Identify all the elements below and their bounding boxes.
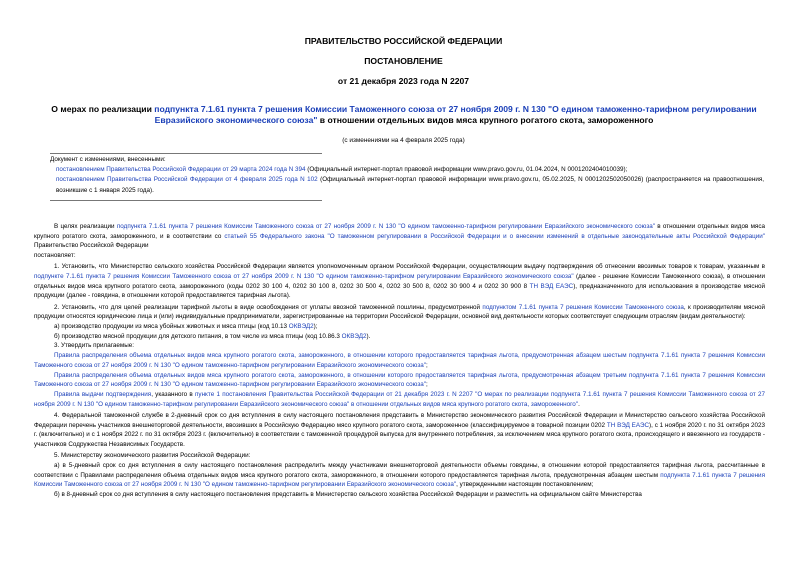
clause-4-tnved-link[interactable]: ТН ВЭД ЕАЭС bbox=[606, 421, 650, 429]
document-type-heading: ПОСТАНОВЛЕНИЕ bbox=[364, 56, 443, 66]
amendment-item-2 bbox=[50, 175, 764, 195]
text: 2. Установить, что для целей реализации тарифной льготы в виде освобождения от уплаты ввозной таможенной пошлины, предусмотренной bbox=[54, 303, 483, 311]
rules-link-2[interactable]: Правила распределения объема отдельных видов мяса крупного рогатого скота, замороженного, в отношении которого предоставляется тарифная льгота, предусмотренная абзацем третьим подпункта 7.1.61 пункта 7 решения Комиссии Таможенного союза от 27 ноября 2009 г. N 130 "О едином таможенно-тарифном регулировании Евразийского экономического союза" bbox=[34, 371, 765, 389]
text: б) производство мясной продукции для детского питания, в том числе из мяса птицы (код 10.86.3 bbox=[54, 332, 342, 340]
preamble-link-decision[interactable]: подпункта 7.1.61 пункта 7 решения Комиссии Таможенного союза от 27 ноября 2009 г. N 130 "О едином таможенно-тарифном регулировании Евразийского экономического союза" bbox=[116, 223, 655, 230]
amendment-item-1 bbox=[50, 165, 764, 175]
text: В целях реализации bbox=[54, 223, 117, 230]
clause-5-item-a bbox=[34, 461, 765, 490]
text: (далее - решение Комиссии Таможенного союза), в отношении отдельных видов мяса крупного рогатого скота, замороженного (коды 0202 30 100 4, 0202 30 100 8, 0202 30 500 4, 0202 30 500 8, 0202 30 900 4 и 0202 30 900 8 bbox=[34, 273, 765, 290]
document-title bbox=[46, 104, 762, 126]
rules-link-3[interactable]: Правила выдачи подтверждения bbox=[54, 390, 152, 398]
divider-top bbox=[50, 153, 322, 154]
clause-2 bbox=[34, 303, 765, 322]
text: ; bbox=[426, 361, 428, 369]
text: 4. Федеральной таможенной службе в 2-дневный срок со дня вступления в силу настоящего постановления представить в Министерство экономического развития Российской Федерации и Министерство сельского хозяйства Российской Федерации перечень участников внешнеторговой деятельности, ввозивших в Российскую Федерацию мясо крупного рогатого скота, замороженное (классифицируемое в товарной позиции 0202 bbox=[34, 411, 765, 429]
title-link[interactable]: подпункта 7.1.61 пункта 7 решения Комиссии Таможенного союза от 27 ноября 2009 г. N 130 "О едином таможенно-тарифном регулировании Евразийского экономического союза" bbox=[154, 104, 757, 125]
text: в отношении отдельных видов мяса крупного рогатого скота, замороженного, и в соответствии со bbox=[34, 223, 765, 240]
text: , к производителям мясной продукции относятся юридические лица и (или) индивидуальные предприниматели, зарегистрированные на территории Российской Федерации, основной вид деятельности которых соответствует следующим отраслям (видам деятельности): bbox=[34, 303, 766, 321]
title-suffix: в отношении отдельных видов мяса крупного рогатого скота, замороженного bbox=[317, 115, 654, 125]
okved-link-b[interactable]: ОКВЭД2 bbox=[341, 332, 367, 340]
clause-1-link[interactable]: подпункте 7.1.61 пункта 7 решения Комиссии Таможенного союза от 27 ноября 2009 г. N 130 "О едином таможенно-тарифном регулировании Евразийского экономического союза" bbox=[34, 273, 574, 281]
tnved-link[interactable]: ТН ВЭД ЕАЭС bbox=[529, 282, 574, 290]
clause-4 bbox=[34, 411, 765, 450]
clause-2-item-b bbox=[34, 332, 765, 342]
okved-link-a[interactable]: ОКВЭД2 bbox=[288, 323, 314, 331]
text: 1. Установить, что Министерство сельского хозяйства Российской Федерации является уполномоченным органом Российской Федерации, осуществляющим выдачу подтверждения об отнесении ввозимых товаров к товарам, указанным в bbox=[54, 263, 765, 271]
amendment-text-2: (Официальный интернет-портал правовой информации www.pravo.gov.ru, 05.02.2025, N 0001202502050026) (распространяется на правоотношения, возникшие с 1 января 2025 года). bbox=[56, 176, 764, 194]
amendments-block bbox=[50, 155, 764, 196]
amendment-text-1: (Официальный интернет-портал правовой информации www.pravo.gov.ru, 01.04.2024, N 0001202404010039); bbox=[305, 166, 628, 174]
text: , утвержденными настоящим постановлением; bbox=[456, 481, 594, 489]
rules-item-2 bbox=[34, 371, 765, 390]
divider-bottom bbox=[50, 200, 322, 201]
clause-5: 5. Министерству экономического развития Российской Федерации: bbox=[54, 452, 251, 460]
preamble bbox=[34, 222, 765, 251]
clause-2-item-a bbox=[34, 322, 765, 332]
resolves-word: постановляет: bbox=[34, 252, 76, 260]
text: ; bbox=[426, 381, 428, 389]
text: ). bbox=[366, 332, 371, 340]
amendment-link-1[interactable]: постановлением Правительства Российской Федерации от 29 марта 2024 года N 394 bbox=[56, 166, 306, 174]
amendment-link-2[interactable]: постановлением Правительства Российской Федерации от 4 февраля 2025 года N 102 bbox=[56, 176, 318, 184]
rules-link-3b[interactable]: пункте 1 постановления Правительства Российской Федерации от 21 декабря 2023 г. N 2207 "О мерах по реализации подпункта 7.1.61 пункта 7 решения Комиссии Таможенного союза от 27 ноября 2009 г. N 130 "О едином таможенно-тарифном регулировании Евразийского экономического союза" в отношении отдельных видов мяса крупного рогатого скота, замороженного" bbox=[34, 390, 765, 408]
clause-5-item-b: б) в 8-дневный срок со дня вступления в силу настоящего постановления представить в Министерство сельского хозяйства Российской Федерации и разместить на официальном сайте Министерства bbox=[54, 490, 642, 498]
clause-2-link[interactable]: подпунктом 7.1.61 пункта 7 решения Комиссии Таможенного союза bbox=[482, 303, 684, 311]
amendment-note: (с изменениями на 4 февраля 2025 года) bbox=[342, 137, 465, 144]
clause-3: 3. Утвердить прилагаемые: bbox=[54, 342, 134, 350]
preamble-link-law[interactable]: статьей 55 Федерального закона "О таможенном регулировании в Российской Федерации и о внесении изменений в отдельные законодательные акты Российской Федерации" bbox=[224, 232, 765, 240]
text: ), с 1 ноября 2020 г. по 31 октября 2023 г. (включительно) и с 1 ноября 2022 г. по 31 октября 2023 г. (включительно) в соответствии с таможенной процедурой выпуска для внутреннего потребления, за исключением мяса крупного рогатого скота, происходящего и ввезенного из государств - участников Содружества Независимых Государств. bbox=[34, 421, 766, 448]
document-date-number: от 21 декабря 2023 года N 2207 bbox=[337, 76, 470, 86]
government-heading: ПРАВИТЕЛЬСТВО РОССИЙСКОЙ ФЕДЕРАЦИИ bbox=[304, 36, 503, 46]
text: ), предназначенного для использования в производстве мясной продукции (далее - говядина, в отношении которой предоставляется тарифная льгота). bbox=[34, 282, 765, 300]
document-body bbox=[34, 222, 765, 500]
text: ); bbox=[313, 323, 318, 331]
text: а) в 5-дневный срок со дня вступления в силу настоящего постановления распределить между участниками внешнеторговой деятельности объемы говядины, в отношении которой предоставляется тарифная льгота, рассчитанные в соответствии с Правилами распределения объема отдельных видов мяса крупного рогатого скота, замороженного, в отношении которого предоставляется тарифная льгота, предусмотренная абзацем шестым bbox=[34, 461, 765, 479]
title-prefix: О мерах по реализации bbox=[51, 104, 155, 114]
amendments-label: Документ с изменениями, внесенными: bbox=[50, 156, 166, 163]
clause-1 bbox=[34, 262, 765, 301]
text: . bbox=[578, 400, 580, 408]
rules-item-1 bbox=[34, 351, 765, 370]
clause-5-link[interactable]: подпункта 7.1.61 пункта 7 решения Комиссии Таможенного союза от 27 ноября 2009 г. N 130 "О едином таможенно-тарифном регулировании Евразийского экономического союза" bbox=[34, 471, 765, 489]
rules-link-1[interactable]: Правила распределения объема отдельных видов мяса крупного рогатого скота, замороженного, в отношении которого предоставляется тарифная льгота, предусмотренная абзацем шестым подпункта 7.1.61 пункта 7 решения Комиссии Таможенного союза от 27 ноября 2009 г. N 130 "О едином таможенно-тарифном регулировании Евразийского экономического союза" bbox=[34, 352, 765, 369]
rules-item-3 bbox=[34, 390, 765, 409]
text: Правительство Российской Федерации bbox=[34, 242, 149, 250]
text: а) производство продукции из мяса убойных животных и мяса птицы (код 10.13 bbox=[54, 323, 289, 331]
text: , указанного в bbox=[151, 390, 196, 398]
